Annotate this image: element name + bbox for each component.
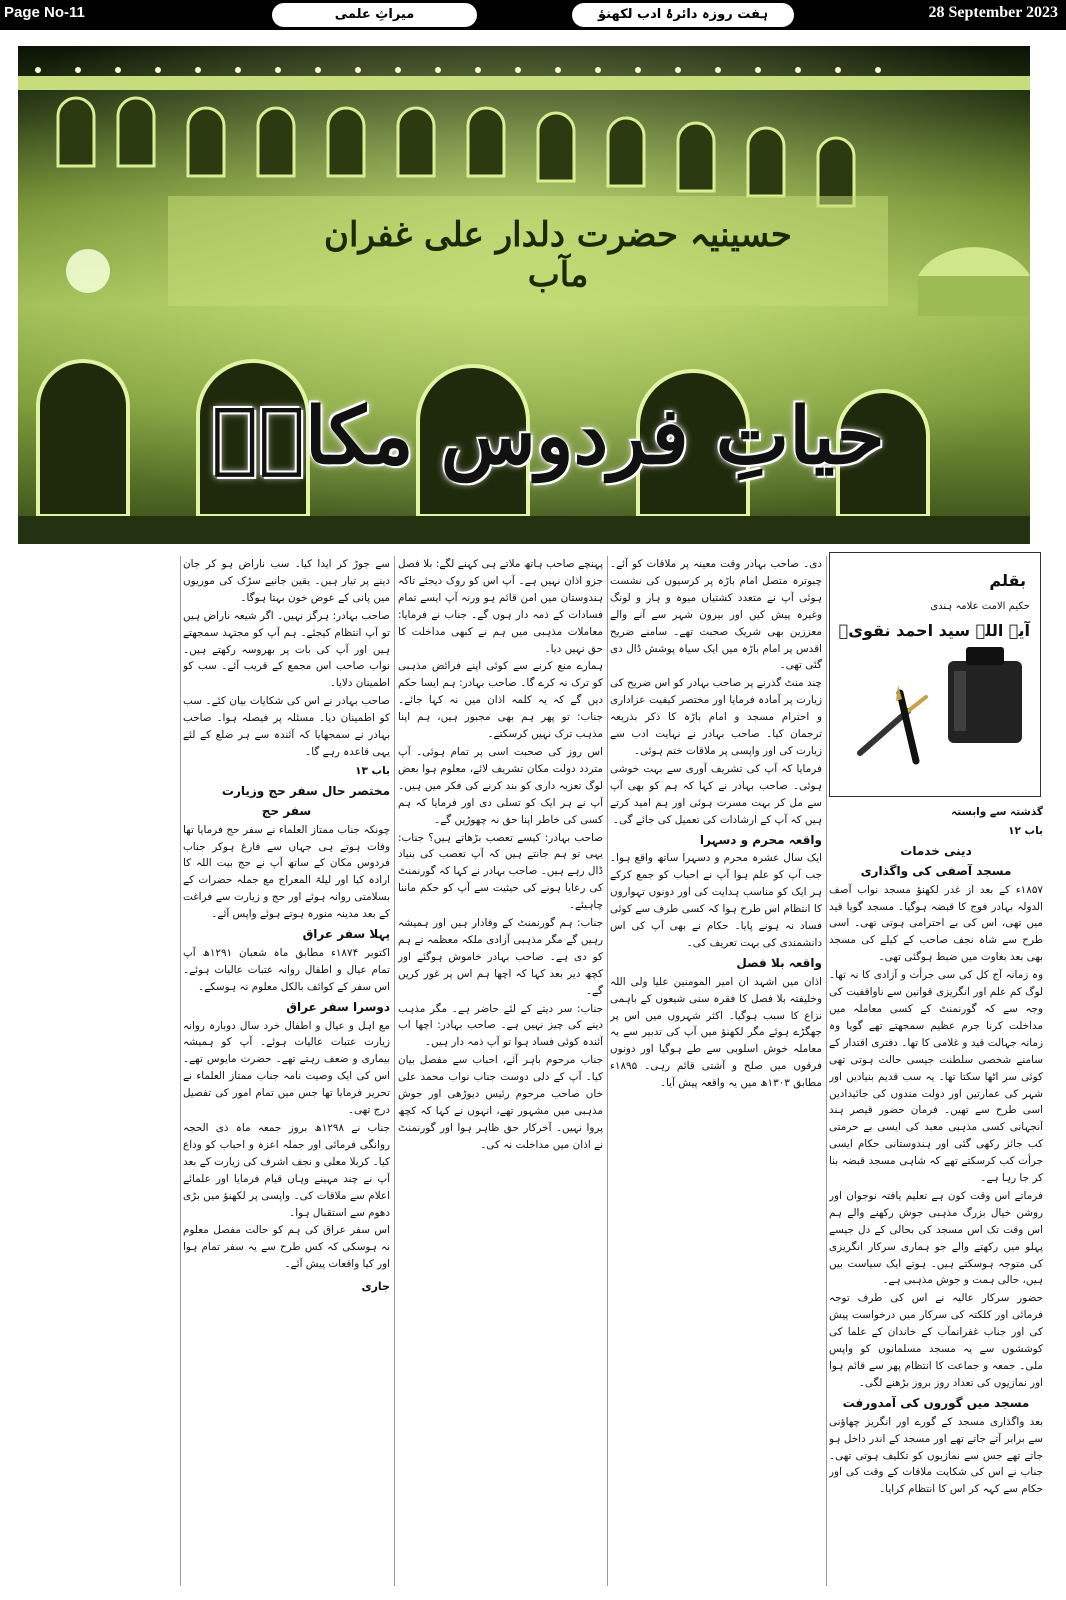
paragraph: ہمارے منع کرنے سے کوئی اپنے فرائض مذہبی کو ترک نہ کرے گا۔ صاحب بہادر: ہم ایسا حکم دیں گے کہ یہ کلمہ اذان میں نہ کہا جائے۔ جناب: تو پھر ہم بھی مجبور ہیں، ہم اپنا مذہب ترک نہیں کرسکتے۔	[398, 660, 603, 741]
paragraph: ۱۸۵۷ء کے بعد از غدر لکھنؤ مسجد نواب آصف الدولہ بہادر فوج کا قبضہ ہوگیا۔ مسجد گویا قید میں تھی، اس کی بے احترامی ہوتی تھی۔ اسی طرح سے شاہ نجف صاحب کے کیلے کی مسجد بھی بعد بغاوت میں ضبط ہوگئی تھی۔	[829, 883, 1043, 964]
paragraph: چند منٹ گذرنے پر صاحب بہادر کو اس ضریح کی زیارت پر آمادہ فرمایا اور مختصر کیفیت عزاداری و احترام مسجد و امام باڑہ کا ذکر بذریعہ ترجمان کیا۔ صاحب بہادر نے نہایت ادب سے زیارت کی اور واپسی پر ملاقات ختم ہوئی۔	[610, 677, 822, 757]
paragraph: جناب نے ۱۲۹۸ھ بروز جمعہ ماہ ذی الحجہ روانگی فرمائی اور جملہ اعزہ و احباب کو وداع کیا۔ کربلا معلی و نجف اشرف کی زیارت کے بعد آپ نے چند مہینے وہاں قیام فرمایا اور علمائے اعلام سے ملاقات کی۔ واپسی پر لکھنؤ میں بڑی دھوم سے استقبال ہوا۔	[183, 1122, 390, 1219]
section-subheading: سفر حج	[261, 803, 312, 818]
article-column-4	[183, 556, 390, 1590]
section-heading: مختصر حال سفر حج وزیارت	[221, 783, 390, 798]
paragraph: بعد واگذاری مسجد کے گورے اور انگریز چھاؤنی سے برابر آتے جاتے تھے اور مسجد کے اندر داخل ہو جاتے تھے جس سے نمازیوں کو تکلیف ہوتی تھی۔ جناب نے اس کی شکایت ملاقات کے وقت کی اور حکام سے کہہ کر اس کا انتظام کرایا۔	[829, 1415, 1043, 1496]
paragraph: پہنچے صاحب ہاتھ ملاتے ہی کہنے لگے: بلا فصل جزو اذان نہیں ہے۔ آپ اس کو روک دیجئے تاکہ ہندوستان میں امن قائم ہو ورنہ آپ ایسے تمام فسادات کے ذمہ دار ہوں گے۔ جناب نے فرمایا: معاملات مذہبی میں ہم نے کبھی مداخلت کا حق نہیں دیا۔	[398, 558, 603, 655]
paragraph: وہ زمانہ آج کل کی سی جرأت و آزادی کا نہ تھا۔ لوگ کم علم اور انگریزی قوانین سے ناواقفیت کی وجہ سے کہ گورنمنٹ کے کسی معاملہ میں مداخلت کرنا جرم عظیم سمجھتے تھے گویا وہ زمانہ جہالت قید و غلامی کا تھا۔ دفتری اقتدار کے سامنے شخصی سلطنت جیسی حالت ہوتی تھی کوئی سر اٹھا سکتا تھا۔ یہ سب قدیم بنیادیں اور شہر کی عمارتیں اور دولت مندوں کی جائیدادیں اسی طرح سے تھیں۔ فرمان حضور قیصر ہند آنجہانی کسی مذہبی معبد کی ایسی بے حرمتی کب جائز رکھی گئی اور ہندوستانی حکام ایسی جرأت کب کرسکتے تھے کہ شاہی مسجد قبضہ بنا کر جا رہا ہے۔	[829, 969, 1043, 1185]
imambara-inscription: حسینیہ حضرت دلدار علی غفران مآب	[324, 215, 792, 295]
hero-photo	[18, 46, 1030, 544]
paragraph: ایک سال عشرہ محرم و دسہرا ساتھ واقع ہوا۔ جب آپ کو علم ہوا آپ نے احباب کو جمع کرکے ہر ایک کو مناسب ہدایت کی اور دونوں تہواروں کا انتظام اس طرح ہوا کہ کسی طرف سے کوئی فساد نہ ہونے پایا۔ حکام نے بھی آپ کی اس دانشمندی کی بہت تعریف کی۔	[610, 852, 822, 949]
paragraph: صاحب بہادر نے اس کی شکایات بیان کئے۔ سب کو اطمینان دیا۔ مسئلہ پر فیصلہ ہوا۔ صاحب بہادر نے سمجھایا کہ آئندہ سے ہر ضلع کے لئے یہی قاعدہ رہے گا۔	[183, 695, 390, 758]
section-heading: پہلا سفر عراق	[302, 927, 390, 942]
paragraph: اس سفر عراق کی ہم کو حالت مفصل معلوم نہ ہوسکی کہ کس طرح سے یہ سفر تمام ہوا اور کیا واقعات پیش آئے۔	[183, 1224, 390, 1271]
byline-box	[829, 552, 1041, 797]
paragraph: جناب: ہم گورنمنٹ کے وفادار ہیں اور ہمیشہ رہیں گے مگر مذہبی آزادی ملکہ معظمہ نے ہم کو دی ہے۔ صاحب بہادر خاموش ہوگئے اور کچھ دیر بعد کہا کہ اچھا ہم اس پر غور کریں گے۔	[398, 917, 603, 997]
chapter-label: باب ۱۳	[355, 764, 390, 777]
paragraph: فرمایا کہ آپ کی تشریف آوری سے بہت خوشی ہوئی۔ صاحب بہادر نے کہا کہ ہم کو بھی آپ سے مل کر بہت مسرت ہوئی اور ہم امید کرتے ہیں کہ آپ کے ارشادات کی تعمیل کی جائے گی۔	[610, 762, 822, 826]
article-column-3	[398, 556, 603, 1590]
author-name: آیۃ اللہ سید احمد نقویؒ	[838, 621, 1030, 640]
column-rule	[394, 556, 395, 1586]
section-subheading: مسجد آصفی کی واگذاری	[860, 863, 1012, 878]
section-heading: واقعہ بلا فصل	[736, 955, 822, 970]
column-rule	[826, 556, 827, 1586]
paragraph: جناب: سر دیتے کے لئے حاضر ہے۔ مگر مذہب دینے کی چیز نہیں ہے۔ صاحب بہادر: اچھا اب آئندہ کوئی فساد ہوا تو آپ ذمہ دار ہیں۔	[398, 1002, 603, 1049]
section-heading: مسجد میں گوروں کی آمدورفت	[842, 1395, 1030, 1410]
article-column-2	[610, 556, 822, 1590]
column-rule	[180, 556, 181, 1586]
paragraph: صاحب بہادر: ہرگز نہیں۔ اگر شیعہ ناراض ہیں تو آپ انتظام کیجئے۔ ہم آپ کو مجتہد سمجھتے ہیں اور آپ کی بات پر بھروسہ رکھتے ہیں۔ نواب صاحب اس مجمع کے قریب آئے۔ سب کو اطمینان دلایا۔	[183, 609, 390, 690]
paragraph: اذان میں اشہد ان امیر المومنین علیا ولی اللہ وخلیفتہ بلا فصل کا فقرہ سنی شیعوں کے باہمی نزاع کا سبب ہوگیا۔ اکثر شہروں میں اس پر جھگڑے ہوئے مگر لکھنؤ میں آپ کی تدبیر سے یہ معاملہ خوش اسلوبی سے طے ہوگیا اور دونوں فرقوں میں صلح و آشتی قائم رہی۔ ۱۸۹۵ء مطابق ۱۳۰۳ھ میں یہ واقعہ پیش آیا۔	[610, 975, 822, 1090]
issue-date: 28 September 2023	[928, 4, 1058, 21]
paragraph: چونکہ جناب ممتاز العلماء نے سفر حج فرمایا تھا وفات ہوتے ہی جہاں سے فارغ ہوکر جناب فردوس مکان کے ساتھ آپ نے حج بیت اللہ کا ارادہ کیا اور لیلۃ المعراج مع جملہ حضرات کے بسلامتی روانہ ہوئے اور حج و زیارت سے فراغت کے بعد مدینہ منورہ ہوتے ہوئے واپس آئے۔	[183, 823, 390, 921]
paragraph: صاحب بہادر: کیسے تعصب بڑھاتے ہیں؟ جناب: یہی تو ہم جانتے ہیں کہ آپ تعصب کی بنیاد ڈال رہے ہیں۔ صاحب بہادر نے کہا کہ گورنمنٹ کی رعایا ہونے کی حیثیت سے آپ کو حکم ماننا چاہیئے۔	[398, 831, 603, 912]
continued-marker: جاری	[361, 1280, 390, 1294]
chapter-label: باب ۱۲	[1008, 824, 1043, 837]
continued-note: گذشتہ سے وابستہ	[951, 806, 1043, 818]
byline-label: بقلم	[989, 571, 1026, 590]
section-heading: دوسرا سفر عراق	[286, 999, 390, 1014]
paragraph: دی۔ صاحب بہادر وقت معینہ پر ملاقات کو آئے۔ چبوترہ متصل امام باڑہ پر کرسیوں کی نشست ہوئی آپ نے متعدد کشتیاں میوہ و ہار و لونگ وغیرہ پیش کیں اور بیرون شہر سے آنے والے معززین بھی شریک صحبت تھے۔ سامنے ضریح اقدس پر امام باڑہ میں ایک سیاہ پوشش ڈال دی گئی تھی۔	[610, 558, 822, 672]
newspaper-name: ہفت روزہ دائرۂ ادب لکھنؤ	[572, 3, 794, 27]
section-heading: دینی خدمات	[900, 843, 972, 858]
article-title: حیاتِ فردوس مکانؒ	[211, 391, 885, 482]
paragraph: مع اہل و عیال و اطفال خرد سال دوبارہ روانہ زیارت عتبات عالیات ہوئے۔ آپ کو ہمیشہ بیماری و ضعف رہتے تھے۔ حضرت مایوس تھے۔ اس کی ایک وصیت نامہ جناب ممتاز العلماء نے تحریر فرمایا تھا جس میں تمام امور کی تفصیل درج تھی۔	[183, 1019, 390, 1117]
section-title: میراثِ علمی	[272, 3, 477, 27]
paragraph: سے جوڑ کر ایدا کیا۔ سب ناراض ہو کر جان دینے پر تیار ہیں۔ یقین جانیے سڑک کی موریوں میں پانی کے عوض خون بہتا ہوگا۔	[183, 558, 390, 604]
paragraph: جناب مرحوم باہر آئے، احباب سے مفصل بیان کیا۔ آپ کے دلی دوست جناب نواب محمد علی خاں صاحب مرحوم رئیس دیوڑھی اور جوش مذہبی میں مشہور تھے، انہوں نے کہا کہ کچھ پروا نہیں۔ آخرکار حق ظاہر ہوا اور گورنمنٹ نے اذان میں مداخلت نہ کی۔	[398, 1054, 603, 1151]
article-column-1	[829, 802, 1043, 1590]
author-title: حکیم الامت علامہ ہندی	[930, 601, 1030, 612]
column-rule	[607, 556, 608, 1586]
paragraph: حضور سرکار عالیہ نے اس کی طرف توجہ فرمائی اور کلکتہ کی سرکار میں درخواست پیش کی اور جناب غفرانمآب کے خاندان کے علما کی کوششوں سے یہ مسجد مسلمانوں کو واپس ملی۔ جمعہ و جماعت کا انتظام پھر سے قائم ہوا اور نمازیوں کی تعداد روز بروز بڑھنے لگی۔	[829, 1292, 1043, 1389]
paragraph: اس روز کی صحبت اسی پر تمام ہوئی۔ آپ متردد دولت مکان تشریف لائے، معلوم ہوا بعض لوگ تعزیہ داری کو بند کرنے کی فکر میں ہیں۔ آپ نے ہر ایک کو تسلی دی اور فرمایا کہ ہم کسی کی خاطر اپنا حق نہ چھوڑیں گے۔	[398, 745, 603, 826]
page-number: Page No-11	[4, 4, 85, 21]
section-heading: واقعہ محرم و دسہرا	[699, 832, 822, 847]
paragraph: فرماتے اس وقت کون ہے تعلیم یافتہ نوجوان اور روشن خیال بزرگ مذہبی جوش رکھنے والے ہم اس وقت تک اس مسجد کی بحالی کے دل جیسے پہلو میں رکھتے والے جو ہماری سرکار انگریزی کی متوجہ ہوسکتے ہیں۔ ہوتے ایک سیاست بیں ہیں، حالی ہمت و جوش مذہبی ہے۔	[829, 1189, 1043, 1287]
paragraph: اکتوبر ۱۸۷۴ء مطابق ماہ شعبان ۱۲۹۱ھ آپ تمام عیال و اطفال روانہ عتبات عالیات ہوئے۔ اس سفر کے کوائف بالکل معلوم نہ ہوسکے۔	[183, 946, 390, 993]
masthead	[0, 0, 1066, 30]
